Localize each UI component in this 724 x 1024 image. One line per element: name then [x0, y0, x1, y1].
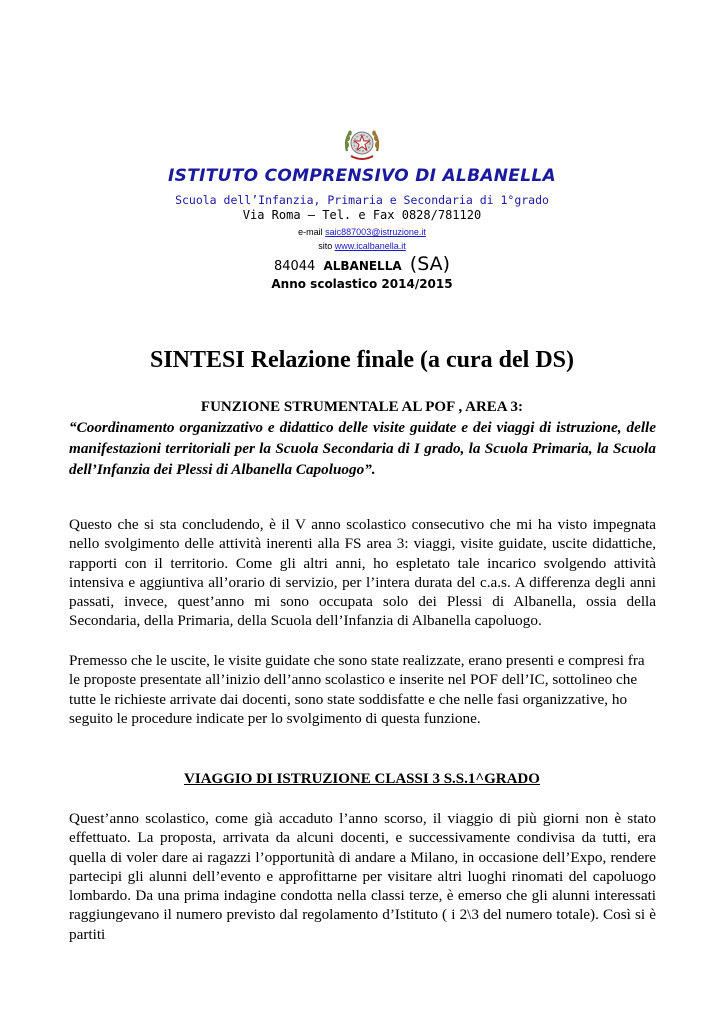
school-address: Via Roma – Tel. e Fax 0828/781120: [242, 208, 482, 222]
italian-republic-emblem-icon: [341, 123, 383, 165]
website-link[interactable]: www.icalbanella.it: [334, 241, 406, 251]
paragraph-trip: Quest’anno scolastico, come già accaduto l’anno scorso, il viaggio di più giorni non è stato effettuato. La proposta, arrivata da alcuni docenti, e successivamente condivisa da tutti, era quella di voler dare ai ragazzi l’opportunità di andare a Milano, in occasione dell’Expo, rendere partecipi gli alunni dell’evento e approfittarne per visitare altri luoghi rinomati del capoluogo lombardo. Da una prima indagine condotta nella classi terze, è emerso che gli alunni interessati raggiungevano il numero previsto dal regolamento d’Istituto ( i 2\3 del numero totale). Così si è partiti: [69, 810, 656, 943]
city-line: [0, 253, 724, 275]
email-link[interactable]: saic887003@istruzione.it: [325, 227, 426, 237]
province: (SA): [409, 253, 451, 275]
postcode: 84044: [273, 259, 316, 274]
function-title: FUNZIONE STRUMENTALE AL POF , AREA 3:: [200, 399, 524, 415]
school-name: ISTITUTO COMPRENSIVO DI ALBANELLA: [168, 166, 556, 186]
document-title: SINTESI Relazione finale (a cura del DS): [149, 347, 574, 373]
function-description: “Coordinamento organizzativo e didattico delle visite guidate e dei viaggi di istruzione, delle manifestazioni territoriali per la Scuola Secondaria di I grado, la Scuola Primaria, la Scuola dell’Infanzia dei Plessi di Albanella Capoluogo”.: [69, 419, 656, 478]
school-subtitle: Scuola dell’Infanzia, Primaria e Secondaria di 1°grado: [175, 193, 549, 207]
website-label: sito: [318, 241, 333, 251]
paragraph-intro: Questo che si sta concludendo, è il V anno scolastico consecutivo che mi ha visto impegnata nello svolgimento delle attività inerenti alla FS area 3: viaggi, visite guidate, uscite didattiche, rapporti con il territorio. Come gli altri anni, ho espletato tale incarico svolgendo attività intensiva e aggiuntiva all’orario di servizio, per l’intera durata del c.a.s. A differenza degli anni passati, invece, quest’anno mi sono occupata solo dei Plessi di Albanella, ossia della Secondaria, della Primaria, della Scuola dell’Infanzia di Albanella capoluogo.: [69, 516, 656, 630]
paragraph-premise: Premesso che le uscite, le visite guidate che sono state realizzate, erano presenti e compresi fra le proposte presentate all’inizio dell’anno scolastico e inserite nel POF dell’IC, sottolineo che tutte le richieste arrivate dai docenti, sono state soddisfatte e che nelle fasi organizzative, ho seguito le procedure indicate per lo svolgimento di questa funzione.: [69, 652, 645, 727]
city-name: ALBANELLA: [323, 259, 402, 273]
email-label: e-mail: [298, 227, 323, 237]
school-year: Anno scolastico 2014/2015: [271, 277, 453, 291]
section-title-trip: VIAGGIO DI ISTRUZIONE CLASSI 3 S.S.1^GRADO: [184, 771, 540, 787]
website-line: [0, 241, 724, 251]
email-line: [0, 227, 724, 237]
